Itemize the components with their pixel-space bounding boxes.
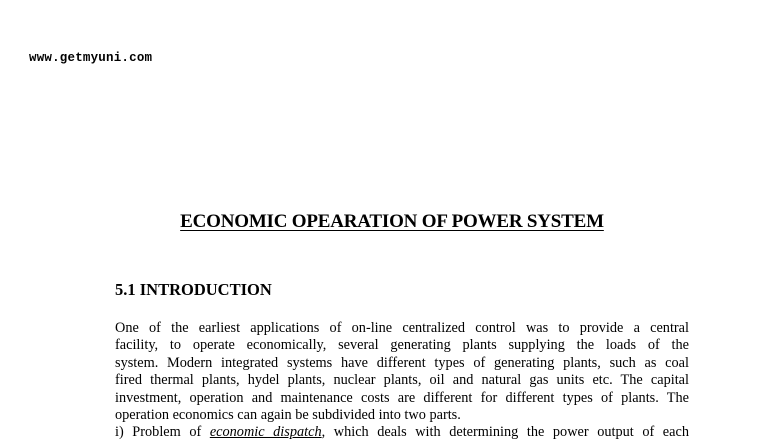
paragraph-line: fired thermal plants, hydel plants, nuclear plants, oil and natural gas units etc. The capital	[115, 372, 689, 389]
paragraph-line: system. Modern integrated systems have different types of generating plants, such as coal	[115, 354, 689, 371]
paragraph-line: facility, to operate economically, several generating plants supplying the loads of the	[115, 337, 689, 354]
website-watermark: www.getmyuni.com	[29, 51, 153, 65]
emphasized-term: economic dispatch	[209, 424, 322, 441]
body-paragraph	[115, 320, 689, 441]
paragraph-line-last	[115, 424, 689, 441]
document-title: ECONOMIC OPEARATION OF POWER SYSTEM	[180, 211, 604, 232]
paragraph-line: One of the earliest applications of on-line centralized control was to provide a central	[115, 320, 689, 336]
paragraph-line: operation economics can again be subdivided into two parts.	[115, 407, 461, 424]
line-prefix: i) Problem of	[115, 424, 210, 441]
section-heading: 5.1 INTRODUCTION	[115, 280, 272, 299]
paragraph-line: investment, operation and maintenance costs are different for different types of plants. The	[115, 389, 689, 406]
line-suffix: , which deals with determining the power output of each	[321, 424, 689, 441]
